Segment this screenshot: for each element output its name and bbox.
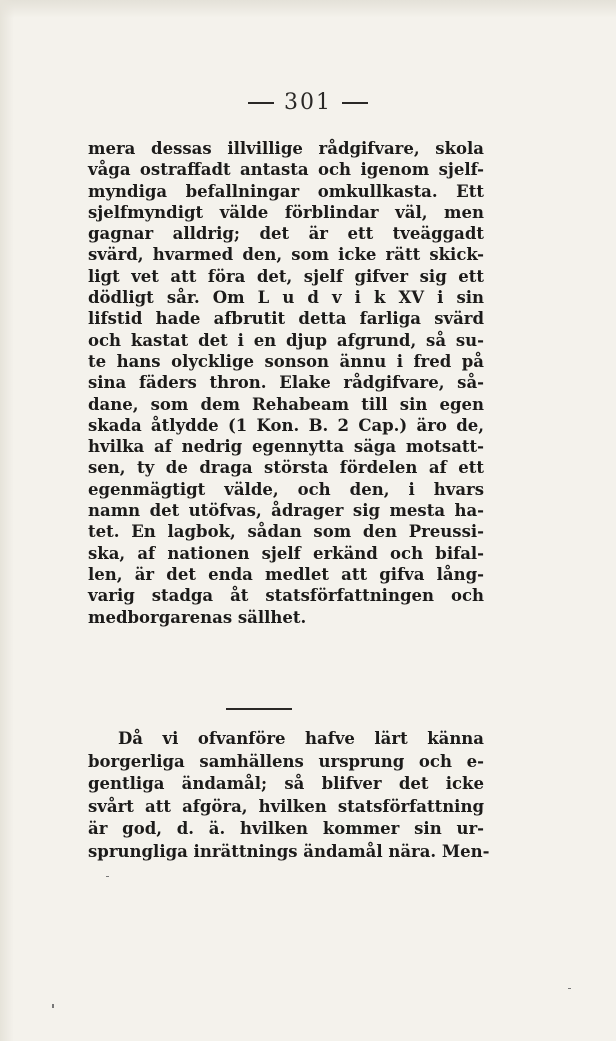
text-line: skada åtlydde (1 Kon. B. 2 Cap.) äro de, — [88, 415, 484, 435]
text-line: egenmägtigt välde, och den, i hvars — [88, 479, 484, 499]
paper-speck — [568, 988, 571, 989]
paper-speck — [52, 1004, 54, 1008]
text-line: dane, som dem Rehabeam till sin egen — [88, 394, 484, 414]
text-line: hvilka af nedrig egennytta säga motsatt- — [88, 437, 484, 457]
text-line: len, är det enda medlet att gifva lång- — [88, 564, 484, 584]
text-line: svårt att afgöra, hvilken statsförfattning — [88, 796, 484, 816]
text-line: och kastat det i en djup afgrund, så su- — [88, 330, 484, 350]
paragraph-1 — [88, 138, 484, 628]
page-number: 301 — [284, 90, 332, 115]
text-line: gentliga ändamål; så blifver det icke — [88, 774, 484, 794]
text-line: varig stadga åt statsförfattningen och — [88, 586, 484, 606]
text-line: myndiga befallningar omkullkasta. Ett — [88, 181, 484, 201]
text-line: gagnar alldrig; det är ett tveäggadt — [88, 224, 484, 244]
section-divider — [226, 708, 292, 710]
text-line: sjelfmyndigt välde förblindar väl, men — [88, 202, 484, 222]
text-line: dödligt sår. Om L u d v i k XV i sin — [88, 288, 484, 308]
text-line: te hans olycklige sonson ännu i fred på — [88, 351, 484, 371]
text-line: medborgarenas sällhet. — [88, 607, 307, 627]
text-line: sen, ty de draga största fördelen af ett — [88, 458, 484, 478]
text-line: namn det utöfvas, ådrager sig mesta ha- — [88, 501, 484, 521]
text-line: svärd, hvarmed den, som icke rätt skick- — [88, 245, 484, 265]
text-line: borgerliga samhällens ursprung och e- — [88, 751, 484, 771]
text-line: ska, af nationen sjelf erkänd och bifal- — [88, 543, 484, 563]
page-edge-shadow-top — [0, 0, 616, 18]
text-line: tet. En lagbok, sådan som den Preussi- — [88, 522, 484, 542]
text-line: lifstid hade afbrutit detta farliga svärd — [88, 309, 484, 329]
text-line: våga ostraffadt antasta och igenom sjelf- — [88, 160, 484, 180]
paper-speck — [106, 876, 109, 877]
paragraph-2 — [88, 728, 490, 864]
header-dash-left — [248, 102, 274, 104]
header-dash-right — [342, 102, 368, 104]
text-line: sprungliga inrättnings ändamål nära. Men- — [88, 841, 490, 861]
text-line: ligt vet att föra det, sjelf gifver sig ett — [88, 266, 484, 286]
page-header — [0, 90, 616, 115]
text-line: sina fäders thron. Elake rådgifvare, så- — [88, 373, 484, 393]
text-line: mera dessas illvillige rådgifvare, skola — [88, 139, 484, 158]
text-line: Då vi ofvanföre hafve lärt känna — [118, 729, 484, 748]
text-line: är god, d. ä. hvilken kommer sin ur- — [88, 819, 484, 839]
page-edge-shadow-left — [0, 0, 14, 1041]
